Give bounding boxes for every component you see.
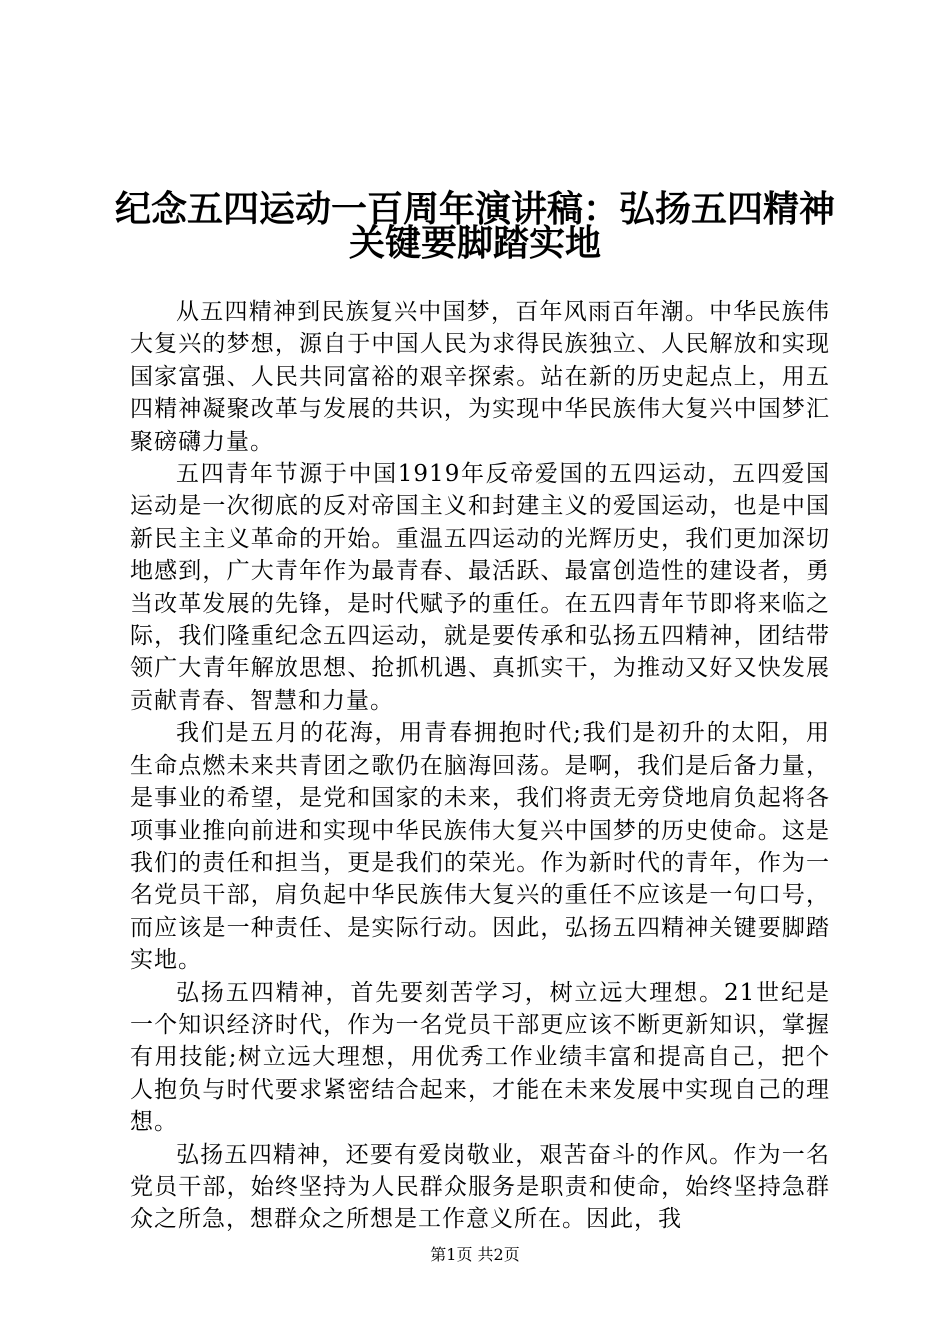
page-title-line-2: 关键要脚踏实地 [348,223,601,264]
document-body [130,296,830,1236]
paragraph-4: 弘扬五四精神，首先要刻苦学习，树立远大理想。21世纪是一个知识经济时代，作为一名党员干部更应该不断更新知识，掌握有用技能;树立远大理想，用优秀工作业绩丰富和提高自己，把个人抱负与时代要求紧密结合起来，才能在未来发展中实现自己的理想。 [130,979,830,1136]
paragraph-2: 五四青年节源于中国1919年反帝爱国的五四运动，五四爱国运动是一次彻底的反对帝国主义和封建主义的爱国运动，也是中国新民主主义革命的开始。重温五四运动的光辉历史，我们更加深切地感到，广大青年作为最青春、最活跃、最富创造性的建设者，勇当改革发展的先锋，是时代赋予的重任。在五四青年节即将来临之际，我们隆重纪念五四运动，就是要传承和弘扬五四精神，团结带领广大青年解放思想、抢抓机遇、真抓实干，为推动又好又快发展贡献青春、智慧和力量。 [130,461,830,714]
paragraph-3: 我们是五月的花海，用青春拥抱时代;我们是初升的太阳，用生命点燃未来共青团之歌仍在脑海回荡。是啊，我们是后备力量，是事业的希望，是党和国家的未来，我们将责无旁贷地肩负起将各项事业推向前进和实现中华民族伟大复兴中国梦的历史使命。这是我们的责任和担当，更是我们的荣光。作为新时代的青年，作为一名党员干部，肩负起中华民族伟大复兴的重任不应该是一句口号，而应该是一种责任、是实际行动。因此，弘扬五四精神关键要脚踏实地。 [130,720,830,974]
page-title-line-1: 纪念五四运动一百周年演讲稿：弘扬五四精神 [114,189,835,230]
paragraph-5: 弘扬五四精神，还要有爱岗敬业，艰苦奋斗的作风。作为一名党员干部，始终坚持为人民群众服务是职责和使命，始终坚持急群众之所急，想群众之所想是工作意义所在。因此，我 [130,1141,830,1233]
paragraph-1: 从五四精神到民族复兴中国梦，百年风雨百年潮。中华民族伟大复兴的梦想，源自于中国人民为求得民族独立、人民解放和实现国家富强、人民共同富裕的艰辛探索。站在新的历史起点上，用五四精神凝聚改革与发展的共识，为实现中华民族伟大复兴中国梦汇聚磅礴力量。 [130,299,830,455]
page-footer: 第1页 共2页 [430,1245,520,1264]
